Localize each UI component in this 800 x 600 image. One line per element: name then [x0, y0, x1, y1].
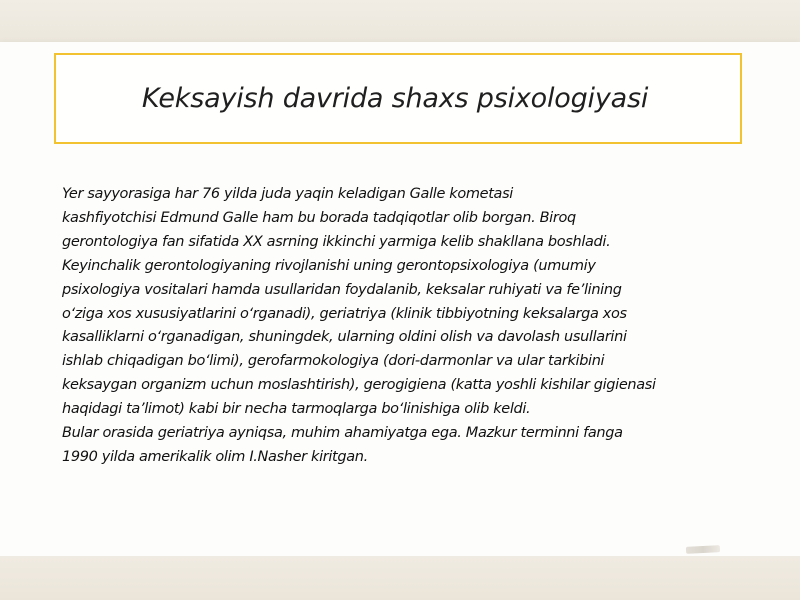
body-text — [62, 183, 768, 470]
body-line: kashfiyotchisi Edmund Galle ham bu borada tadqiqotlar olib borgan. Biroq — [62, 209, 576, 226]
body-line: gerontologiya fan sifatida XX asrning ikkinchi yarmiga kelib shakllana boshladi. — [62, 233, 611, 250]
body-line: Keyinchalik gerontologiyaning rivojlanishi uning gerontopsixologiya (umumiy — [62, 257, 596, 274]
body-line: o‘ziga xos xususiyatlarini o‘rganadi), geriatriya (klinik tibbiyotning keksalarga xos — [62, 305, 627, 322]
body-line: keksaygan organizm uchun moslashtirish), gerogigiena (katta yoshli kishilar gigienasi — [62, 377, 656, 394]
body-line: kasalliklarni o‘rganadigan, shuningdek, ularning oldini olish va davolash usullarini — [62, 329, 627, 346]
body-line: psixologiya vositalari hamda usullaridan foydalanib, keksalar ruhiyati va fe’lining — [62, 281, 622, 298]
slide-title: Keksayish davrida shaxs psixologiyasi — [141, 83, 649, 114]
title-box — [54, 53, 742, 144]
body-line: Bular orasida geriatriya ayniqsa, muhim ahamiyatga ega. Mazkur terminni fanga — [62, 425, 623, 442]
body-line: haqidagi ta’limot) kabi bir necha tarmoqlarga bo‘linishiga olib keldi. — [62, 401, 531, 418]
body-line: ishlab chiqadigan bo‘limi), gerofarmokologiya (dori-darmonlar va ular tarkibini — [62, 353, 605, 370]
body-line: 1990 yilda amerikalik olim I.Nasher kiritgan. — [62, 448, 368, 465]
top-background-band — [0, 0, 800, 42]
bottom-background-band — [0, 556, 800, 600]
body-line: Yer sayyorasiga har 76 yilda juda yaqin keladigan Galle kometasi — [62, 186, 513, 202]
